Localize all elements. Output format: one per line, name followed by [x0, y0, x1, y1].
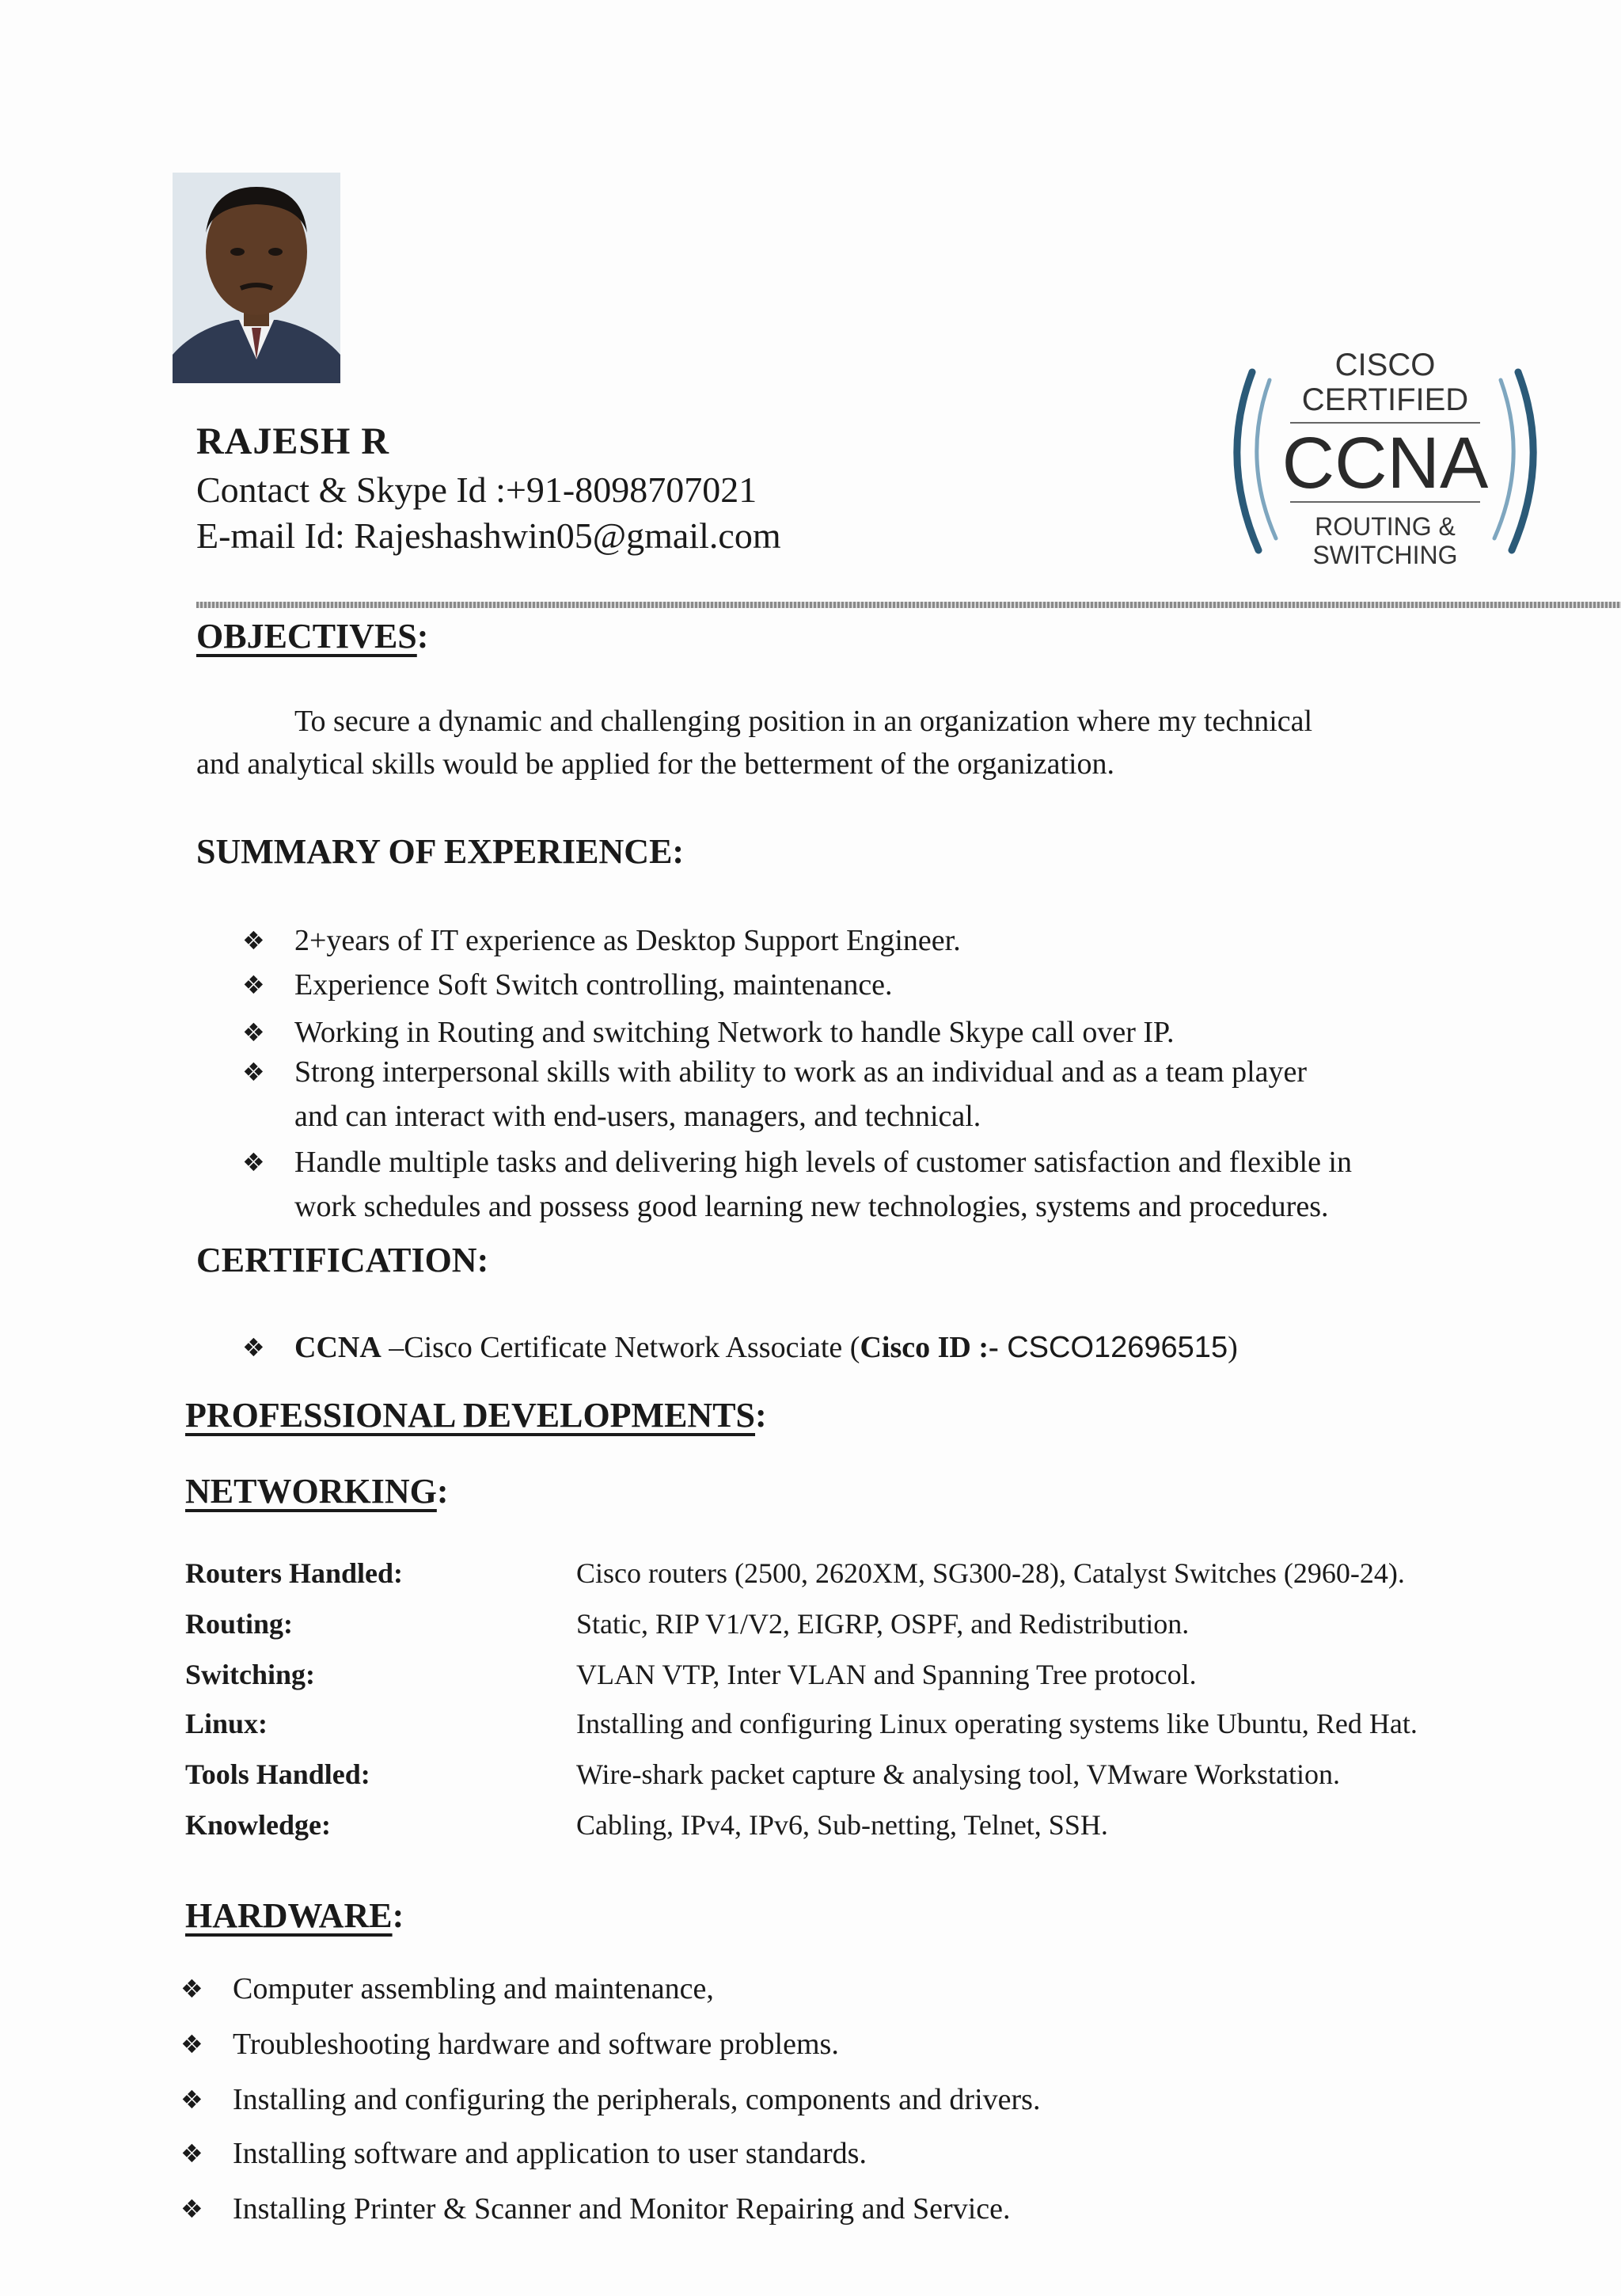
profile-photo	[173, 173, 340, 383]
svg-text:CISCO: CISCO	[1334, 348, 1436, 382]
bullet-icon: ❖	[242, 1057, 265, 1087]
objective-line-2: and analytical skills would be applied for the betterment of the organization.	[196, 747, 1115, 781]
objectives-heading: OBJECTIVES:	[196, 617, 429, 656]
bullet-icon: ❖	[180, 2085, 203, 2115]
contact-skype: Contact & Skype Id :+91-8098707021	[196, 469, 757, 510]
summary-item: ❖ Working in Routing and switching Network to handle Skype call over IP.	[294, 1010, 1174, 1055]
hardware-heading: HARDWARE:	[185, 1896, 404, 1935]
email: E-mail Id: Rajeshashwin05@gmail.com	[196, 515, 781, 556]
summary-item: ❖ Handle multiple tasks and delivering high levels of customer satisfaction and flexible in work schedules and possess good learning new technologies, systems and procedures.	[294, 1140, 1352, 1229]
bullet-icon: ❖	[180, 1974, 203, 2004]
header-divider	[196, 602, 1621, 608]
bullet-icon: ❖	[242, 926, 265, 956]
svg-text:SWITCHING: SWITCHING	[1312, 541, 1458, 569]
person-avatar-icon	[173, 173, 340, 383]
networking-heading: NETWORKING:	[185, 1472, 449, 1511]
bullet-icon: ❖	[242, 1017, 265, 1047]
summary-item: ❖ Experience Soft Switch controlling, maintenance.	[294, 963, 893, 1007]
bullet-icon: ❖	[242, 970, 265, 1000]
hardware-item: ❖ Installing and configuring the peripherals, components and drivers.	[233, 2077, 1040, 2122]
candidate-name: RAJESH R	[196, 420, 390, 462]
certification-heading: CERTIFICATION:	[196, 1241, 489, 1279]
summary-heading: SUMMARY OF EXPERIENCE:	[196, 832, 685, 871]
hardware-item: ❖ Computer assembling and maintenance,	[233, 1967, 714, 2011]
bullet-icon: ❖	[180, 2029, 203, 2059]
ccna-logo	[1203, 340, 1567, 578]
hardware-item: ❖ Troubleshooting hardware and software problems.	[233, 2022, 839, 2066]
professional-heading: PROFESSIONAL DEVELOPMENTS:	[185, 1396, 767, 1435]
bullet-icon: ❖	[180, 2194, 203, 2224]
svg-text:CCNA: CCNA	[1281, 423, 1489, 504]
bullet-icon: ❖	[242, 1332, 265, 1363]
certification-item: ❖ CCNA –Cisco Certificate Network Associate (Cisco ID :- CSCO12696515)	[294, 1325, 1238, 1370]
hardware-item: ❖ Installing Printer & Scanner and Monitor Repairing and Service.	[233, 2187, 1011, 2231]
summary-item: ❖ 2+years of IT experience as Desktop Support Engineer.	[294, 918, 961, 963]
bullet-icon: ❖	[242, 1147, 265, 1177]
hardware-item: ❖ Installing software and application to user standards.	[233, 2131, 867, 2176]
bullet-icon: ❖	[180, 2138, 203, 2169]
objective-line-1: To secure a dynamic and challenging position in an organization where my technical	[294, 705, 1313, 738]
svg-text:ROUTING &: ROUTING &	[1315, 512, 1456, 541]
svg-text:CERTIFIED: CERTIFIED	[1301, 382, 1469, 417]
summary-item: ❖ Strong interpersonal skills with ability to work as an individual and as a team player and can interact with end-users, managers, and technical.	[294, 1050, 1307, 1138]
